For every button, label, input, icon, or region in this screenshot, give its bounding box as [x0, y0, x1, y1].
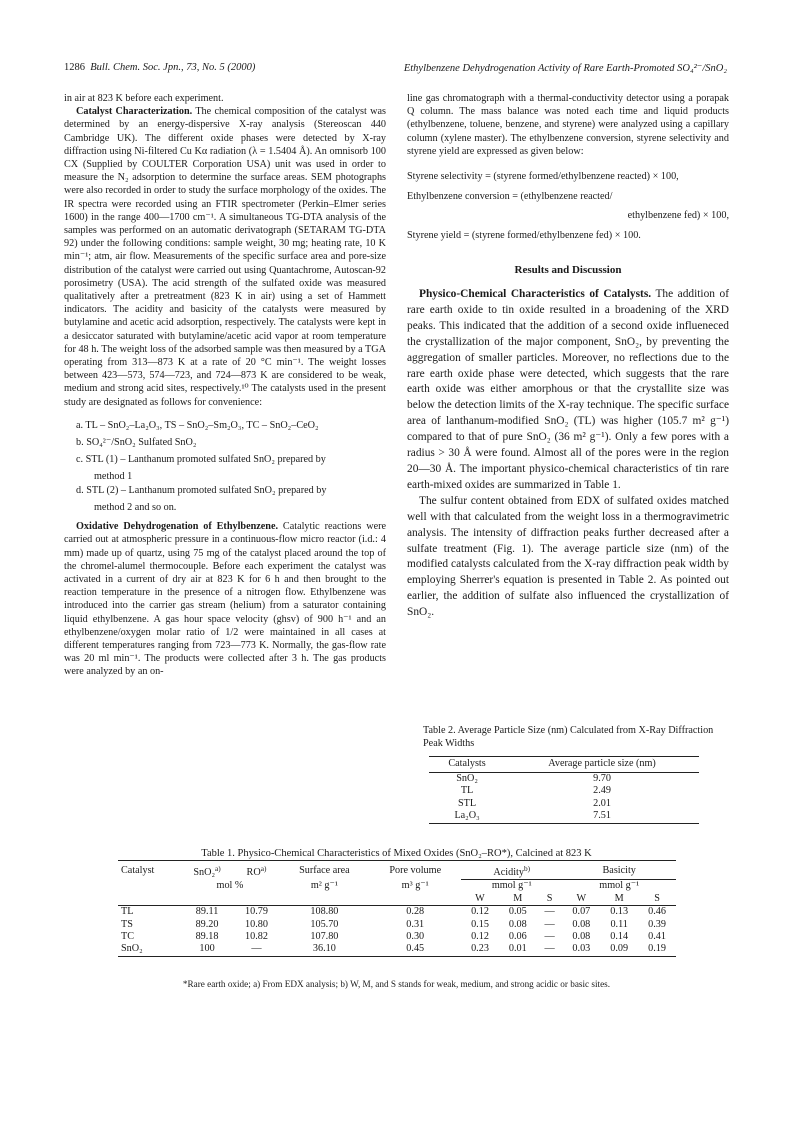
- table-1-caption: Table 1. Physico-Chemical Characteristics of Mixed Oxides (SnO₂–RO*), Calcined at 823 K: [201, 848, 592, 859]
- section-title: Results and Discussion: [514, 263, 622, 276]
- equation-conversion-continuation: ethylbenzene fed) × 100,: [627, 210, 729, 222]
- table-row: [429, 785, 699, 798]
- table-cell: STL: [457, 797, 477, 809]
- table-header: Basicity: [562, 861, 676, 880]
- table-row: SnO₂ 100 — 36.10 0.45 0.23 0.01 — 0.03 0.09 0.19: [118, 943, 676, 956]
- list-item-continuation: method 2 and so on.: [94, 501, 177, 513]
- table-unit: m² g⁻¹: [310, 880, 338, 892]
- table-row: TC 89.18 10.82 107.80 0.30 0.12 0.06 — 0.08 0.14 0.41: [121, 931, 666, 943]
- paragraph: line gas chromatograph with a thermal-conductivity detector using a porapak Q column. The mass balance was noted each time and liquid products (ethylbenzene, toluene, benzene, and styrene) were analyzed using a capillary column (xylene master). The ethylbenzene conversion, styrene selectivity and styrene yield are expressed as given below:: [407, 93, 729, 157]
- table-header: Surface area: [279, 861, 369, 880]
- table-header: Average particle size (nm): [505, 757, 699, 773]
- page-number: 1286: [64, 62, 85, 73]
- table-cell: La₂O₃: [429, 810, 505, 823]
- table-subheader: M: [499, 893, 537, 906]
- table-cell: SnO₂: [456, 772, 478, 784]
- paragraph-text: Catalytic reactions were carried out at atmospheric pressure in a continuous-flow micro reactor (i.d.: 4 mm) made up of quartz, using 75 mg of the catalyst placed around the top of the chromel-alumel thermocouple. Before each experiment the catalyst was activated in a current of dry air at 823 K for 6 h and then brought to the reaction temperature in the presence of a nitrogen flow. Ethylbenzene was introduced into the carrier gas stream (helium) from a saturator containing liquid ethylbenzene. A gas hour space velocity (ghsv) of 900 h⁻¹ and an ethylbenzene/oxygen molar ratio of 1/2 were maintained in all cases at different temperatures ranging from 723—773 K. Normally, the gas-flow rate was 20 ml min⁻¹. The products were collected after 3 h. The gas products were analyzed by an on-: [64, 521, 387, 678]
- paragraph-oxidative-dehydrogenation: [64, 520, 386, 678]
- table-unit: mmol g⁻¹: [491, 880, 532, 892]
- page-header: [64, 62, 255, 73]
- table-subheader: W: [562, 893, 600, 906]
- left-column: [64, 92, 386, 679]
- table-subheader: W: [461, 893, 499, 906]
- section-heading: Oxidative Dehydrogenation of Ethylbenzene.: [76, 521, 279, 533]
- table-cell: 2.49: [593, 785, 611, 797]
- table-header: RO$^{a)}$: [234, 861, 280, 880]
- table-cell: TL: [460, 785, 474, 797]
- equation-yield: Styrene yield = (styrene formed/ethylbenzene fed) × 100.: [407, 229, 641, 241]
- table-row: [429, 810, 699, 823]
- right-column: [407, 92, 729, 621]
- table-subheader: S: [638, 893, 676, 906]
- journal-citation: Bull. Chem. Soc. Jpn., 73, No. 5 (2000): [90, 62, 256, 73]
- paragraph-physico-chemical: [407, 287, 729, 494]
- list-item-continuation: method 1: [94, 471, 133, 483]
- section-heading: Physico-Chemical Characteristics of Catalysts.: [419, 288, 652, 301]
- paragraph-text: The chemical composition of the catalyst was determined by an energy-dispersive X-ray analysis (Stereoscan 440 Cambridge UK). The different oxide phases were detected by X-ray diffraction using Ni-filtered Cu Kα radiation (λ = 1.5404 Å). An omnisorb 100 CX (Supplied by COULTER Corporation USA) unit was used in order to measure the N₂ adsorption to determine the surface areas. SEM photographs were also recorded in order to study the surface morphology of the oxides. The IR spectra were recorded using an FTIR spectrometer (Perkin–Elmer series 1600) in the range 400—1700 cm⁻¹. A simultaneous TG-DTA analysis of the samples was performed on an automatic derivatograph (SETARAM TG-DTA 92) under the following conditions: sample weight, 30 mg; heating rate, 10 K min⁻¹; atm, air flow. Measurements of the specific surface area and pore-size distribution of the catalyst were carried out using Quantachrome, Autoscan-92 porosimetry (USA). The acid strength of the sulfated oxide was measured qualitatively after a pretreatment (823 K in air) using a set of Hammett indicators. The acidity and basicity of the catalysts were measured by butylamine and acetic acid adsorption, respectively. The catalysts were kept in a desiccator saturated with butylamine/acetic acid vapor at room temperature for 48 h. The weight loss of the adsorbed sample was then measured by a TGA operating from 313—873 K at a rate of 20 °C min⁻¹. The weight losses between 423—573, 574—723, and 724—873 K are considered to be weak, medium and strong acid sites, respectively.¹⁰ The catalysts used in the present study are designated as follows for convenience:: [64, 106, 386, 408]
- table-subheader: M: [600, 893, 638, 906]
- section-heading: Catalyst Characterization.: [76, 106, 193, 118]
- table-2: [429, 756, 699, 824]
- table-2-block: [423, 724, 723, 824]
- table-1: [118, 860, 676, 957]
- running-title: Ethylbenzene Dehydrogenation Activity of Rare Earth-Promoted SO₄²⁻/SnO₂: [403, 63, 727, 74]
- table-cell: 9.70: [593, 772, 611, 784]
- paragraph-text: The addition of rare earth oxide to tin oxide resulted in a broadening of the XRD peaks. This indicated that the addition of a second oxide influeneced the crystallization of the major component, SnO₂, by preventing the aggregation of smaller particles. Moreover, no reflections due to the rare earth oxide phase were detected, which suggests that the rare earth oxide was either amorphous or that the crystallite size was below the detection limits of the X-ray technique. The specific surface area of lanthanum-modified SnO₂ (TL) was higher (105.7 m² g⁻¹) compared to that of pure SnO₂ (36 m² g⁻¹). Only a few pores with a radius > 30 Å were found. Almost all of the pores were in the region 20—30 Å. The important physico-chemical characteristics of tin rare earth-mixed oxides are summarized in Table 1.: [407, 288, 729, 491]
- equation-selectivity: Styrene selectivity = (styrene formed/ethylbenzene reacted) × 100,: [407, 171, 679, 183]
- table-unit: mmol g⁻¹: [599, 880, 640, 892]
- list-item: d. STL (2) – Lanthanum promoted sulfated SnO₂ prepared by: [76, 484, 327, 496]
- table-unit: m³ g⁻¹: [401, 880, 429, 892]
- table-1-footnote: *Rare earth oxide; a) From EDX analysis; b) W, M, and S stands for weak, medium, and strong acidic or basic sites.: [182, 979, 611, 989]
- table-row: TS 89.20 10.80 105.70 0.31 0.15 0.08 — 0.08 0.11 0.39: [121, 918, 666, 930]
- table-2-caption: Table 2. Average Particle Size (nm) Calculated from X-Ray Diffraction Peak Widths: [423, 725, 714, 750]
- table-header: Catalysts: [429, 757, 505, 773]
- table-cell: 7.51: [505, 810, 699, 823]
- table-cell: 2.01: [593, 797, 611, 809]
- table-subheader: S: [537, 893, 563, 906]
- table-header: Acidity$^{b)}$: [461, 861, 562, 880]
- paragraph-catalyst-characterization: [64, 105, 386, 409]
- paragraph-sulfur-content: The sulfur content obtained from EDX of sulfated oxides matched well with that calculated from the weight loss in a thermogravimetric analysis. The intensity of diffraction peaks further decreased after a sulfate treatment (Fig. 1). The average particle size (nm) of the modified catalysts calculated from the X-ray diffraction peak width by employing Sherrer's equation is presented in Table 2. As pointed out earlier, the addition of sulfate also influenced the crystallization of SnO₂.: [407, 494, 729, 619]
- table-row: [429, 798, 699, 811]
- equation-conversion: Ethylbenzene conversion = (ethylbenzene reacted/: [407, 191, 613, 203]
- list-item: c. STL (1) – Lanthanum promoted sulfated SnO₂ prepared by: [76, 454, 326, 466]
- list-item: b. SO₄²⁻/SnO₂ Sulfated SnO₂: [76, 437, 197, 449]
- list-item: a. TL – SnO₂–La₂O₃, TS – SnO₂–Sm₂O₃, TC – SnO₂–CeO₂: [76, 419, 319, 431]
- table-header: SnO₂$^{a)}$: [181, 861, 234, 880]
- table-unit: mol %: [216, 880, 244, 892]
- table-row: TL 89.11 10.79 108.80 0.28 0.12 0.05 — 0.07 0.13 0.46: [121, 906, 666, 918]
- table-header: Pore volume: [369, 861, 461, 880]
- table-header-catalyst: Catalyst: [118, 861, 181, 880]
- paragraph: in air at 823 K before each experiment.: [64, 93, 224, 104]
- table-row: [429, 772, 699, 785]
